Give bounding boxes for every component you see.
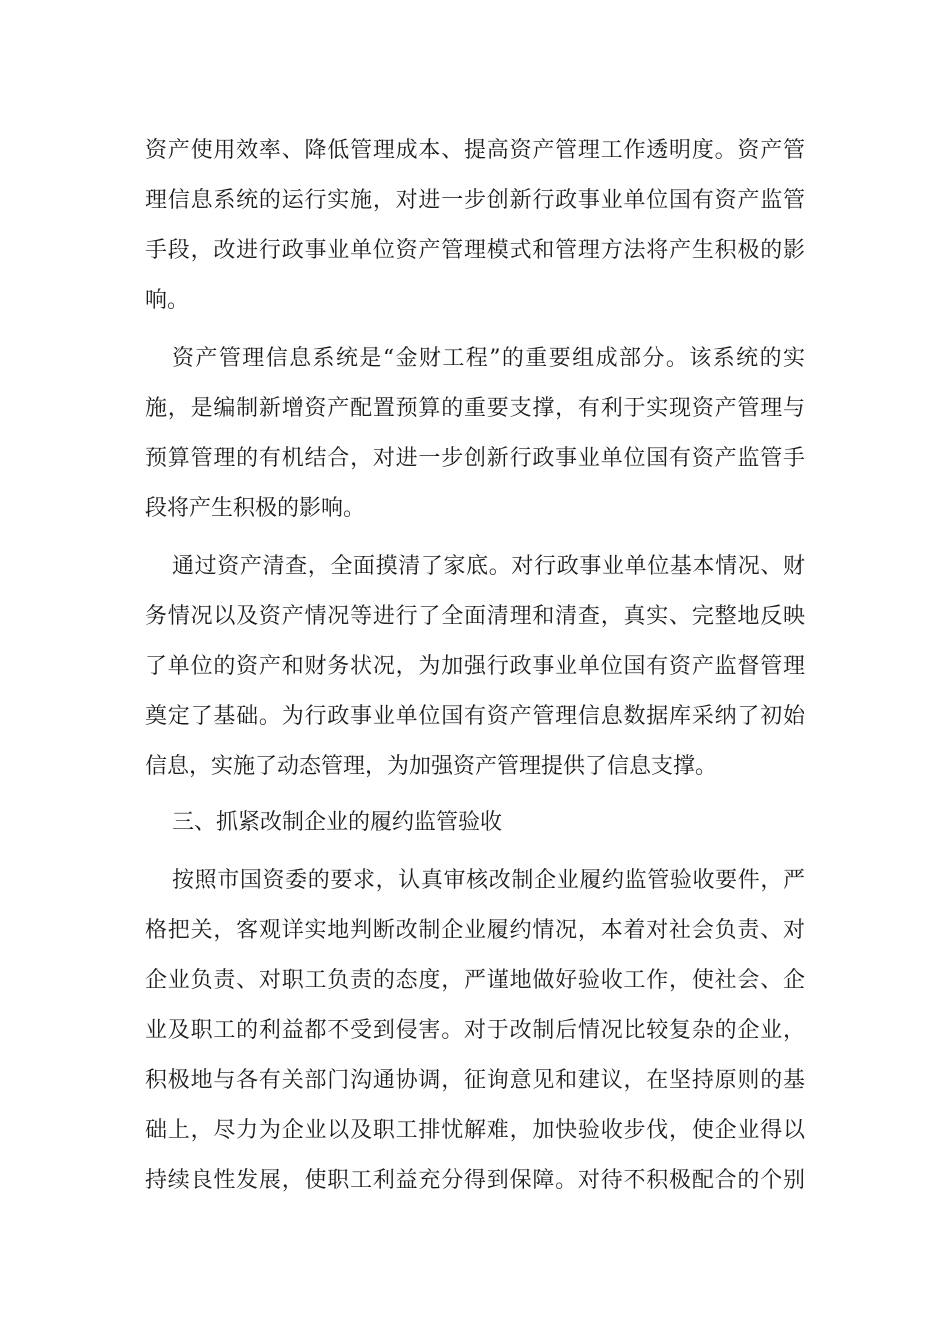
paragraph-line: 按照市国资委的要求，认真审核改制企业履约监管验收要件，严: [172, 868, 805, 893]
paragraph-line: 资产管理信息系统是“金财工程”的重要组成部分。该系统的实: [172, 346, 805, 371]
paragraph-line: 格把关，客观详实地判断改制企业履约情况，本着对社会负责、对: [145, 918, 805, 943]
paragraph-line: 了单位的资产和财务状况，为加强行政事业单位国有资产监督管理: [145, 654, 805, 679]
paragraph-line: 预算管理的有机结合，对进一步创新行政事业单位国有资产监管手: [145, 446, 805, 471]
paragraph-line: 业及职工的利益都不受到侵害。对于改制后情况比较复杂的企业，: [145, 1018, 805, 1043]
paragraph-line: 奠定了基础。为行政事业单位国有资产管理信息数据库采纳了初始: [145, 704, 805, 729]
paragraph-line: 段将产生积极的影响。: [145, 496, 366, 521]
paragraph-line: 理信息系统的运行实施，对进一步创新行政事业单位国有资产监管: [145, 188, 805, 213]
paragraph-line: 务情况以及资产情况等进行了全面清理和清查，真实、完整地反映: [145, 604, 805, 629]
paragraph-line: 资产使用效率、降低管理成本、提高资产管理工作透明度。资产管: [145, 138, 805, 163]
paragraph-line: 信息，实施了动态管理，为加强资产管理提供了信息支撑。: [145, 754, 718, 779]
paragraph-line: 手段，改进行政事业单位资产管理模式和管理方法将产生积极的影: [145, 238, 805, 263]
paragraph-line: 积极地与各有关部门沟通协调，征询意见和建议，在坚持原则的基: [145, 1068, 805, 1093]
section-heading: 三、抓紧改制企业的履约监管验收: [172, 810, 503, 835]
paragraph-line: 持续良性发展，使职工利益充分得到保障。对待不积极配合的个别: [145, 1168, 805, 1193]
paragraph-line: 础上，尽力为企业以及职工排忧解难，加快验收步伐，使企业得以: [145, 1118, 805, 1143]
paragraph-line: 通过资产清查，全面摸清了家底。对行政事业单位基本情况、财: [172, 554, 805, 579]
paragraph-line: 响。: [145, 288, 190, 313]
paragraph-line: 企业负责、对职工负责的态度，严谨地做好验收工作，使社会、企: [145, 968, 805, 993]
paragraph-line: 施，是编制新增资产配置预算的重要支撑，有利于实现资产管理与: [145, 396, 805, 421]
